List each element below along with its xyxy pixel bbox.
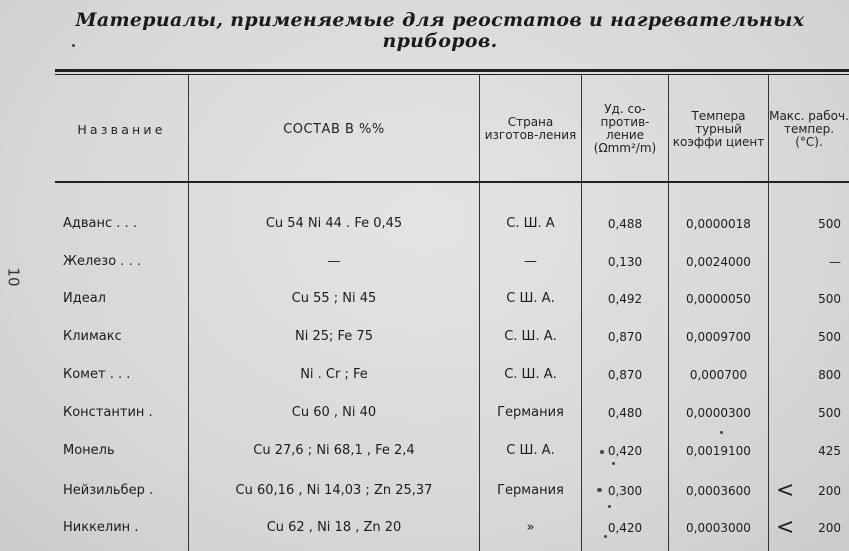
cell-country: С Ш. А.	[506, 443, 555, 458]
page-number: 10	[4, 267, 23, 287]
cell-country: —	[524, 254, 537, 269]
document-title: Материалы, применяемые для реостатов и нагревательных приборов.	[75, 9, 805, 52]
less-than-symbol: <	[776, 478, 795, 503]
cell-resistivity: 0,488	[607, 217, 643, 231]
cell-country: С. Ш. А.	[504, 367, 557, 382]
cell-composition: Ni 25; Fe 75	[295, 329, 373, 344]
header-name: Название	[77, 121, 166, 137]
cell-name: Комет . . .	[63, 367, 131, 382]
cell-composition: Cu 27,6 ; Ni 68,1 , Fe 2,4	[253, 443, 415, 458]
table-row	[0, 289, 849, 309]
print-speck	[608, 505, 611, 508]
cell-resistivity: 0,420	[607, 444, 643, 458]
cell-name: Адванс . . .	[63, 216, 137, 231]
cell-composition: —	[327, 254, 341, 269]
cell-country: С. Ш. А.	[504, 329, 557, 344]
print-speck	[600, 450, 604, 454]
print-speck	[597, 488, 602, 492]
header-max-temp: Макс. рабоч. темпер. (°C).	[769, 108, 849, 149]
print-speck	[720, 431, 723, 434]
cell-resistivity: 0,870	[607, 330, 643, 344]
header-resistivity: Уд. со-против-ление (Ωmm²/m)	[593, 102, 657, 155]
cell-max-temp: —	[829, 255, 841, 269]
top-rule-thick	[55, 69, 849, 72]
cell-country: »	[526, 520, 535, 535]
cell-temp-coeff: 0,0019100	[686, 444, 751, 458]
table-row	[0, 327, 849, 347]
print-speck	[72, 44, 75, 47]
table-row	[0, 515, 849, 540]
cell-composition: Cu 54 Ni 44 . Fe 0,45	[265, 216, 403, 231]
table-row	[0, 365, 849, 385]
cell-name: Идеал	[63, 291, 106, 306]
header-country: Страна изготов-ления	[484, 115, 577, 142]
cell-temp-coeff: 0,0024000	[686, 255, 751, 269]
cell-max-temp: 500	[818, 330, 841, 344]
cell-name: Климакс	[63, 329, 122, 344]
cell-composition: Ni . Cr ; Fe	[300, 367, 368, 382]
print-speck	[604, 535, 607, 538]
header-composition: СОСТАВ В %%	[283, 121, 385, 137]
cell-resistivity: 0,480	[607, 406, 643, 420]
cell-composition: Cu 62 , Ni 18 , Zn 20	[266, 520, 402, 535]
cell-country: Германия	[497, 483, 564, 498]
cell-resistivity: 0,492	[607, 292, 643, 306]
cell-country: С. Ш. А	[506, 216, 555, 231]
cell-max-temp: 200	[818, 484, 841, 498]
cell-resistivity: 0,420	[607, 521, 643, 535]
cell-temp-coeff: 0,000700	[689, 368, 748, 382]
cell-temp-coeff: 0,0003600	[686, 484, 751, 498]
print-speck	[612, 462, 615, 465]
cell-resistivity: 0,130	[607, 255, 643, 269]
cell-name: Никкелин .	[63, 520, 139, 535]
cell-max-temp: 200	[818, 521, 841, 535]
cell-temp-coeff: 0,0000018	[686, 217, 751, 231]
cell-max-temp: 500	[818, 217, 841, 231]
cell-name: Железо . . .	[63, 254, 141, 269]
top-rule-thin	[55, 74, 849, 75]
cell-composition: Cu 60 , Ni 40	[291, 405, 377, 420]
cell-name: Монель	[63, 443, 115, 458]
less-than-symbol: <	[776, 515, 795, 540]
cell-temp-coeff: 0,0009700	[686, 330, 751, 344]
cell-resistivity: 0,300	[607, 484, 643, 498]
table-row	[0, 403, 849, 423]
cell-name: Константин .	[63, 405, 153, 420]
table-row	[0, 252, 849, 272]
cell-composition: Cu 55 ; Ni 45	[291, 291, 377, 306]
cell-country: Германия	[497, 405, 564, 420]
cell-max-temp: 425	[818, 444, 841, 458]
cell-name: Нейзильбер .	[63, 483, 154, 498]
header-temp-coeff: Темпера турный коэффи циент	[672, 108, 765, 149]
cell-country: С Ш. А.	[506, 291, 555, 306]
table-row	[0, 214, 849, 234]
header-rule	[55, 181, 849, 183]
cell-composition: Cu 60,16 , Ni 14,03 ; Zn 25,37	[235, 483, 433, 498]
cell-max-temp: 500	[818, 406, 841, 420]
cell-temp-coeff: 0,0000300	[686, 406, 751, 420]
cell-max-temp: 800	[818, 368, 841, 382]
table-row	[0, 441, 849, 461]
table-row	[0, 478, 849, 503]
cell-resistivity: 0,870	[607, 368, 643, 382]
cell-temp-coeff: 0,0003000	[686, 521, 751, 535]
cell-max-temp: 500	[818, 292, 841, 306]
cell-temp-coeff: 0,0000050	[686, 292, 751, 306]
